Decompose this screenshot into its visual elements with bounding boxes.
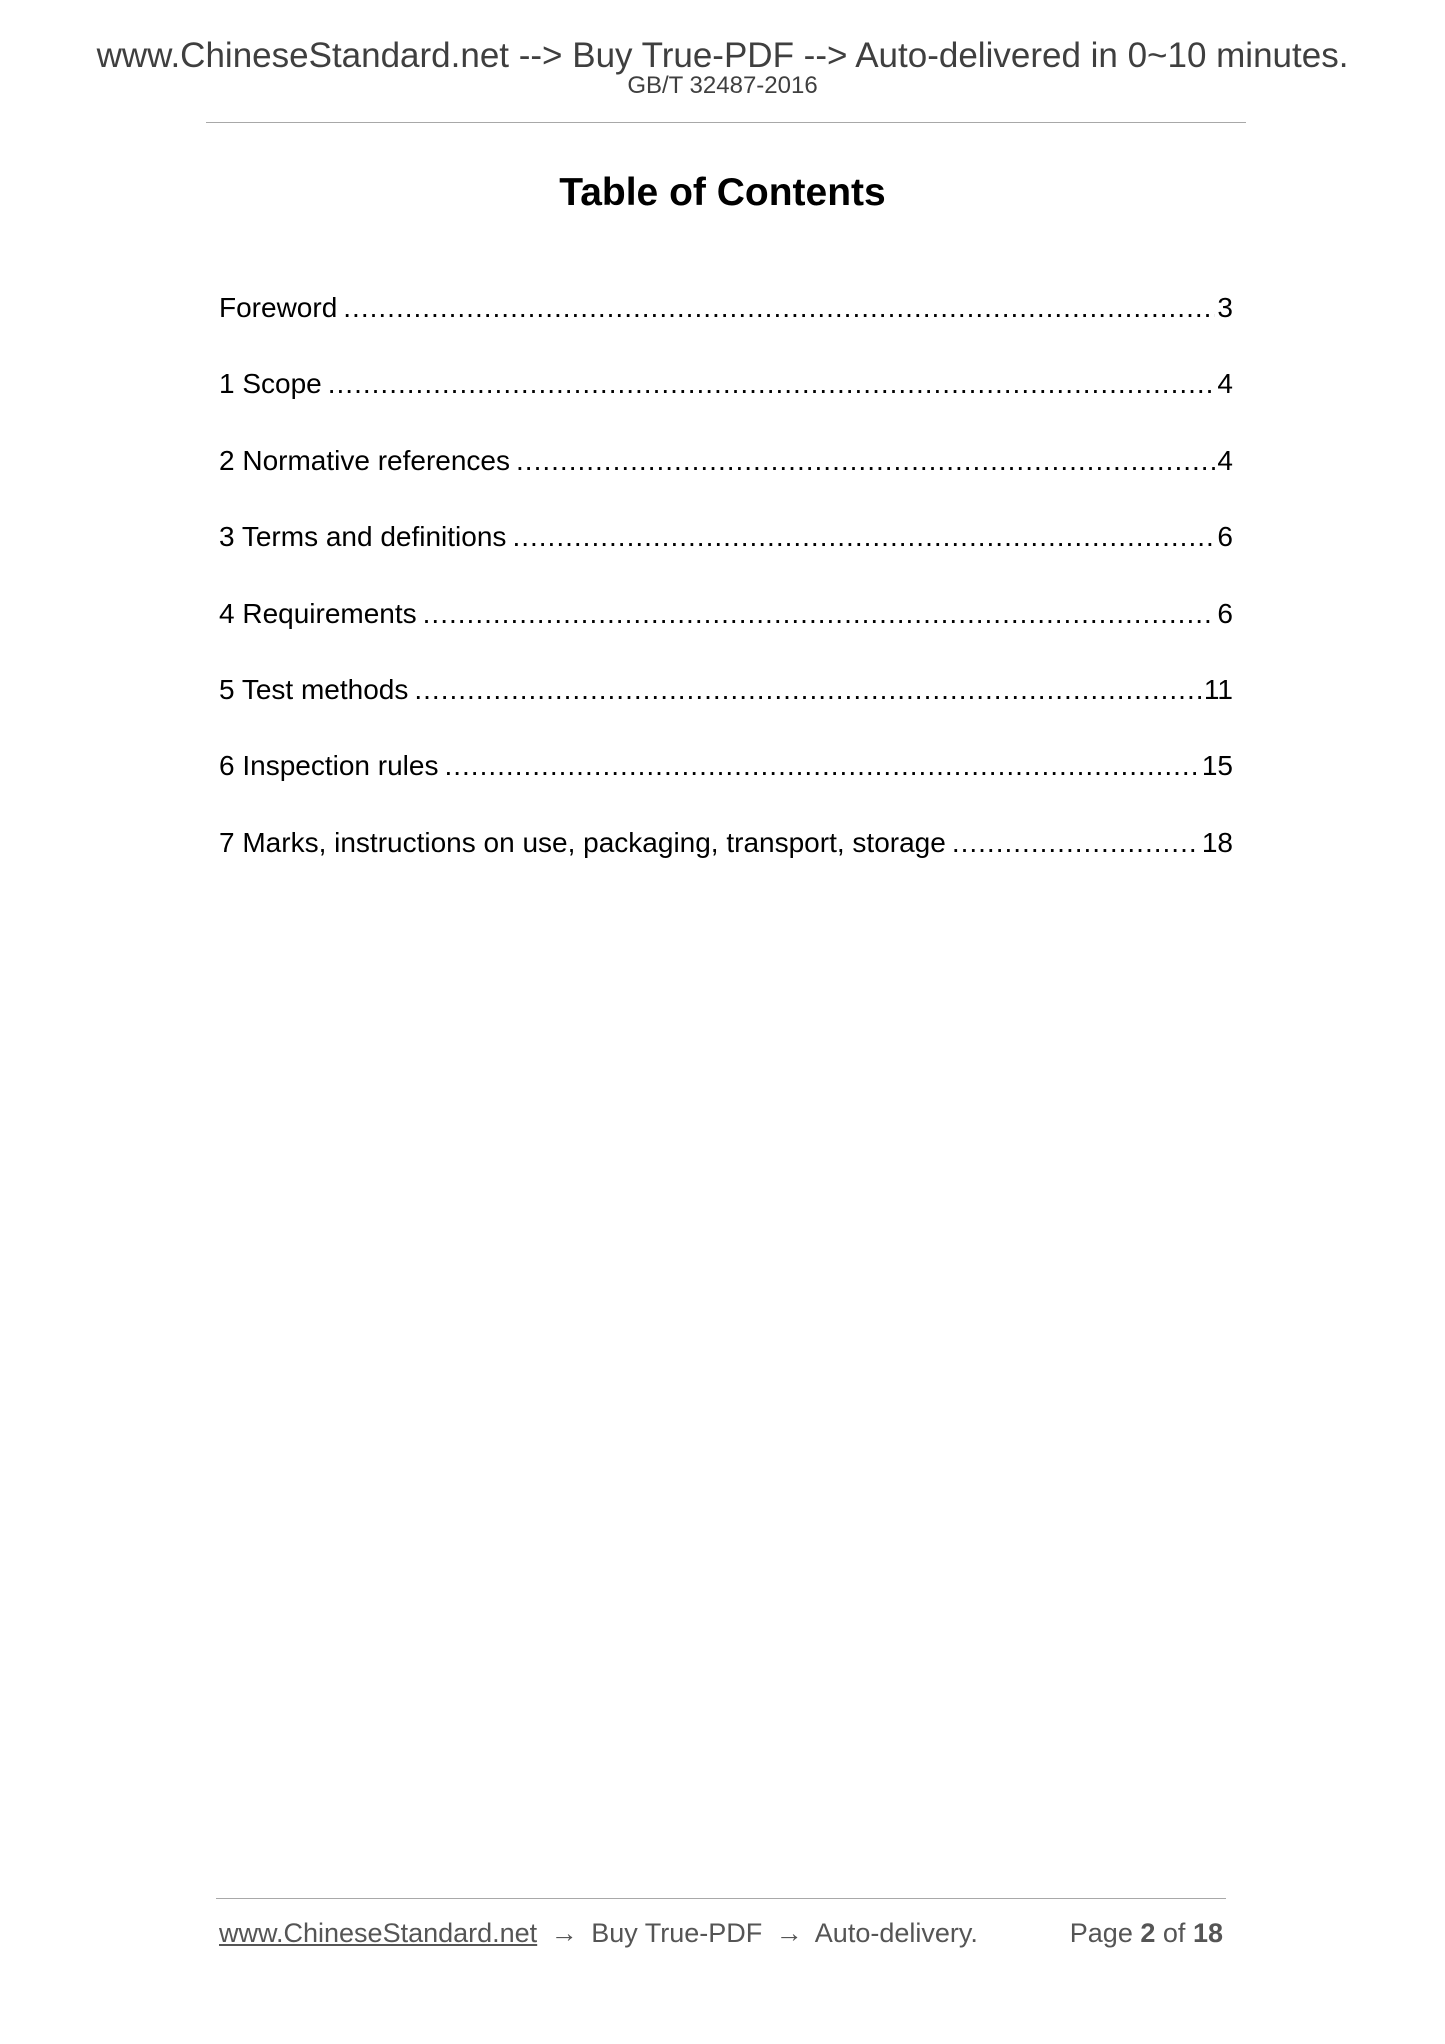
header-divider — [206, 122, 1246, 123]
toc-entry-label: 5 Test methods — [219, 673, 409, 705]
toc-entry-page: 3 — [1217, 292, 1233, 323]
table-of-contents — [219, 290, 1233, 901]
toc-entry-page: 15 — [1201, 750, 1233, 782]
toc-entry-page: 6 — [1217, 521, 1233, 553]
toc-entry-terms-and-definitions[interactable] — [219, 519, 1233, 595]
footer-delivery-text: Auto-delivery. — [814, 1918, 978, 1948]
toc-entry-page: 4 — [1217, 444, 1233, 476]
footer-buy-text: Buy True-PDF — [591, 1918, 763, 1948]
toc-entry-label: 2 Normative references — [219, 444, 511, 476]
toc-leader-dots — [512, 519, 1215, 555]
toc-entry-label: 7 Marks, instructions on use, packaging, transport, storage — [219, 826, 946, 858]
toc-entry-normative-references[interactable] — [219, 443, 1233, 519]
toc-entry-inspection-rules[interactable] — [219, 748, 1233, 824]
arrow-right-icon: → — [550, 1918, 578, 1948]
document-code: GB/T 32487-2016 — [627, 72, 818, 99]
toc-leader-dots — [343, 290, 1215, 326]
toc-leader-dots — [414, 672, 1202, 708]
toc-entry-label: 6 Inspection rules — [219, 750, 439, 782]
footer-site-link[interactable]: www.ChineseStandard.net — [219, 1918, 538, 1948]
toc-entry-scope[interactable] — [219, 366, 1233, 442]
toc-entry-marks-packaging[interactable] — [219, 825, 1233, 901]
toc-leader-dots — [444, 748, 1199, 784]
arrow-right-icon: → — [775, 1918, 803, 1948]
toc-entry-label: 3 Terms and definitions — [219, 521, 507, 553]
toc-entry-page: 6 — [1217, 597, 1233, 629]
toc-entry-page: 11 — [1203, 673, 1233, 705]
toc-leader-dots — [952, 825, 1200, 861]
page-current: 2 — [1140, 1918, 1156, 1948]
toc-leader-dots — [423, 596, 1216, 632]
toc-entry-label: Foreword — [219, 292, 338, 323]
toc-entry-page: 18 — [1201, 826, 1233, 858]
page-number — [1070, 1916, 1223, 1950]
site-banner: www.ChineseStandard.net --> Buy True-PDF --> Auto-delivered in 0~10 minutes. — [96, 36, 1349, 75]
toc-entry-label: 4 Requirements — [219, 597, 417, 629]
toc-entry-page: 4 — [1217, 368, 1233, 400]
toc-entry-test-methods[interactable] — [219, 672, 1233, 748]
toc-entry-foreword[interactable] — [219, 290, 1233, 366]
footer-divider — [216, 1898, 1226, 1899]
page-footer — [219, 1916, 1223, 1950]
of-word: of — [1162, 1918, 1186, 1948]
page-word: Page — [1069, 1918, 1133, 1948]
toc-leader-dots — [516, 443, 1215, 479]
toc-leader-dots — [328, 366, 1216, 402]
toc-entry-requirements[interactable] — [219, 596, 1233, 672]
page-total: 18 — [1192, 1918, 1223, 1948]
page-title: Table of Contents — [559, 171, 886, 214]
toc-entry-label: 1 Scope — [219, 368, 322, 400]
